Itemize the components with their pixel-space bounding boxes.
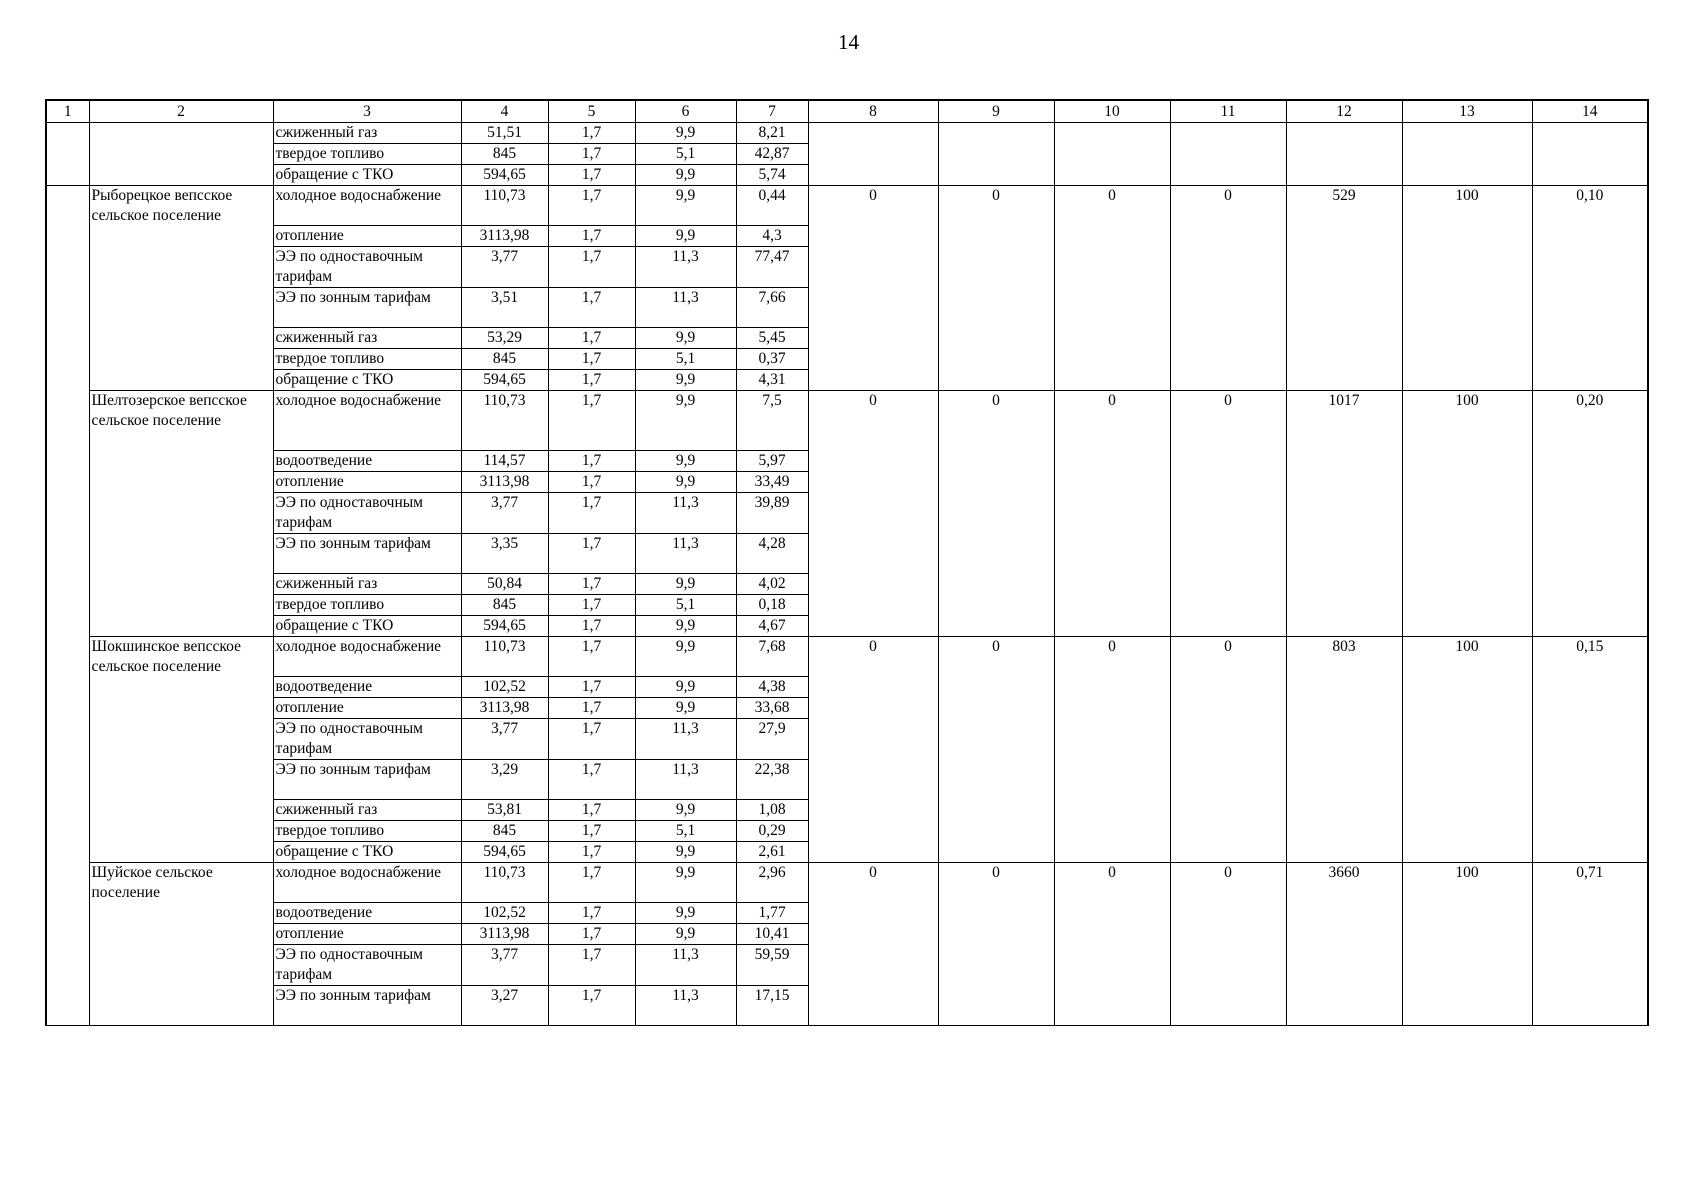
value-cell-c5: 1,7 (548, 349, 635, 370)
col-header: 8 (808, 100, 938, 123)
summary-cell-c12: 1017 (1286, 391, 1402, 637)
value-cell-c5: 1,7 (548, 288, 635, 328)
value-cell-c7: 42,87 (736, 144, 808, 165)
value-cell-c7: 33,49 (736, 472, 808, 493)
value-cell-c6: 9,9 (635, 698, 736, 719)
value-cell-c4: 845 (461, 349, 548, 370)
summary-cell-c11: 0 (1170, 863, 1286, 1026)
service-cell: обращение с ТКО (273, 370, 461, 391)
summary-cell-c14: 0,15 (1532, 637, 1648, 863)
value-cell-c5: 1,7 (548, 493, 635, 534)
value-cell-c4: 3113,98 (461, 698, 548, 719)
service-cell: холодное водоснабжение (273, 391, 461, 451)
settlement-name: Шокшинское вепсское сельское поселение (89, 637, 273, 863)
summary-cell-c9 (938, 123, 1054, 186)
value-cell-c7: 4,67 (736, 616, 808, 637)
service-cell: обращение с ТКО (273, 842, 461, 863)
value-cell-c5: 1,7 (548, 472, 635, 493)
summary-cell-c14: 0,71 (1532, 863, 1648, 1026)
service-cell: водоотведение (273, 677, 461, 698)
value-cell-c7: 22,38 (736, 760, 808, 800)
value-cell-c6: 9,9 (635, 472, 736, 493)
service-cell: ЭЭ по одноставочным тарифам (273, 719, 461, 760)
value-cell-c5: 1,7 (548, 821, 635, 842)
summary-cell-c10: 0 (1054, 637, 1170, 863)
summary-cell-c13: 100 (1402, 186, 1532, 391)
service-cell: водоотведение (273, 451, 461, 472)
value-cell-c7: 0,37 (736, 349, 808, 370)
service-cell: твердое топливо (273, 821, 461, 842)
table-row (46, 637, 1648, 677)
number-cell (46, 123, 89, 186)
summary-cell-c12: 3660 (1286, 863, 1402, 1026)
service-cell: ЭЭ по зонным тарифам (273, 534, 461, 574)
value-cell-c5: 1,7 (548, 863, 635, 903)
value-cell-c7: 59,59 (736, 945, 808, 986)
col-header: 5 (548, 100, 635, 123)
value-cell-c6: 9,9 (635, 165, 736, 186)
service-cell: отопление (273, 698, 461, 719)
table-body (46, 123, 1648, 1026)
summary-cell-c8: 0 (808, 637, 938, 863)
service-cell: твердое топливо (273, 595, 461, 616)
value-cell-c5: 1,7 (548, 391, 635, 451)
service-cell: холодное водоснабжение (273, 186, 461, 226)
value-cell-c4: 594,65 (461, 370, 548, 391)
summary-cell-c8: 0 (808, 391, 938, 637)
value-cell-c6: 9,9 (635, 924, 736, 945)
value-cell-c4: 53,29 (461, 328, 548, 349)
service-cell: холодное водоснабжение (273, 863, 461, 903)
value-cell-c6: 11,3 (635, 534, 736, 574)
service-cell: сжиженный газ (273, 328, 461, 349)
value-cell-c6: 11,3 (635, 986, 736, 1026)
value-cell-c7: 5,97 (736, 451, 808, 472)
value-cell-c6: 9,9 (635, 574, 736, 595)
service-cell: твердое топливо (273, 349, 461, 370)
value-cell-c6: 11,3 (635, 760, 736, 800)
value-cell-c5: 1,7 (548, 945, 635, 986)
value-cell-c6: 9,9 (635, 391, 736, 451)
summary-cell-c9: 0 (938, 863, 1054, 1026)
service-cell: ЭЭ по зонным тарифам (273, 760, 461, 800)
value-cell-c5: 1,7 (548, 186, 635, 226)
value-cell-c7: 4,38 (736, 677, 808, 698)
value-cell-c6: 9,9 (635, 863, 736, 903)
col-header: 6 (635, 100, 736, 123)
value-cell-c6: 11,3 (635, 945, 736, 986)
summary-cell-c9: 0 (938, 637, 1054, 863)
page-number: 14 (838, 30, 859, 54)
settlement-cell (89, 123, 273, 186)
summary-cell-c11: 0 (1170, 186, 1286, 391)
service-cell: ЭЭ по одноставочным тарифам (273, 247, 461, 288)
value-cell-c4: 51,51 (461, 123, 548, 144)
value-cell-c7: 0,29 (736, 821, 808, 842)
value-cell-c6: 9,9 (635, 328, 736, 349)
service-cell: обращение с ТКО (273, 616, 461, 637)
table-row (46, 186, 1648, 226)
summary-cell-c9: 0 (938, 391, 1054, 637)
value-cell-c5: 1,7 (548, 144, 635, 165)
value-cell-c7: 7,66 (736, 288, 808, 328)
value-cell-c7: 7,68 (736, 637, 808, 677)
value-cell-c5: 1,7 (548, 165, 635, 186)
value-cell-c4: 110,73 (461, 186, 548, 226)
service-cell: обращение с ТКО (273, 165, 461, 186)
summary-cell-c11: 0 (1170, 391, 1286, 637)
value-cell-c5: 1,7 (548, 677, 635, 698)
value-cell-c6: 9,9 (635, 800, 736, 821)
value-cell-c7: 4,28 (736, 534, 808, 574)
value-cell-c7: 4,31 (736, 370, 808, 391)
value-cell-c5: 1,7 (548, 760, 635, 800)
value-cell-c7: 4,3 (736, 226, 808, 247)
summary-cell-c10: 0 (1054, 186, 1170, 391)
value-cell-c6: 11,3 (635, 493, 736, 534)
value-cell-c5: 1,7 (548, 800, 635, 821)
value-cell-c5: 1,7 (548, 123, 635, 144)
value-cell-c4: 3,77 (461, 247, 548, 288)
service-cell: сжиженный газ (273, 123, 461, 144)
summary-cell-c12: 803 (1286, 637, 1402, 863)
value-cell-c6: 11,3 (635, 288, 736, 328)
value-cell-c5: 1,7 (548, 451, 635, 472)
column-number-header (46, 100, 1648, 123)
service-cell: холодное водоснабжение (273, 637, 461, 677)
summary-cell-c10: 0 (1054, 391, 1170, 637)
service-cell: ЭЭ по зонным тарифам (273, 288, 461, 328)
value-cell-c4: 594,65 (461, 165, 548, 186)
value-cell-c4: 3,77 (461, 945, 548, 986)
service-cell: твердое топливо (273, 144, 461, 165)
number-cell (46, 186, 89, 1026)
value-cell-c5: 1,7 (548, 719, 635, 760)
col-header: 14 (1532, 100, 1648, 123)
value-cell-c7: 5,74 (736, 165, 808, 186)
value-cell-c6: 11,3 (635, 719, 736, 760)
settlement-name: Рыборецкое вепсское сельское поселение (89, 186, 273, 391)
service-cell: ЭЭ по зонным тарифам (273, 986, 461, 1026)
col-header: 3 (273, 100, 461, 123)
value-cell-c7: 77,47 (736, 247, 808, 288)
value-cell-c5: 1,7 (548, 903, 635, 924)
value-cell-c7: 4,02 (736, 574, 808, 595)
value-cell-c4: 3,27 (461, 986, 548, 1026)
value-cell-c6: 9,9 (635, 903, 736, 924)
value-cell-c7: 8,21 (736, 123, 808, 144)
value-cell-c7: 39,89 (736, 493, 808, 534)
value-cell-c4: 3,77 (461, 719, 548, 760)
col-header: 9 (938, 100, 1054, 123)
value-cell-c4: 3,35 (461, 534, 548, 574)
col-header: 12 (1286, 100, 1402, 123)
table-row (46, 863, 1648, 903)
value-cell-c5: 1,7 (548, 226, 635, 247)
value-cell-c7: 10,41 (736, 924, 808, 945)
value-cell-c4: 594,65 (461, 616, 548, 637)
col-header: 2 (89, 100, 273, 123)
value-cell-c7: 17,15 (736, 986, 808, 1026)
value-cell-c4: 845 (461, 144, 548, 165)
value-cell-c4: 594,65 (461, 842, 548, 863)
summary-cell-c13: 100 (1402, 637, 1532, 863)
value-cell-c4: 3113,98 (461, 472, 548, 493)
col-header: 1 (46, 100, 89, 123)
value-cell-c5: 1,7 (548, 986, 635, 1026)
value-cell-c5: 1,7 (548, 370, 635, 391)
summary-cell-c14: 0,20 (1532, 391, 1648, 637)
summary-cell-c14 (1532, 123, 1648, 186)
value-cell-c6: 9,9 (635, 226, 736, 247)
value-cell-c4: 3113,98 (461, 226, 548, 247)
summary-cell-c12 (1286, 123, 1402, 186)
value-cell-c4: 102,52 (461, 903, 548, 924)
summary-cell-c11: 0 (1170, 637, 1286, 863)
value-cell-c5: 1,7 (548, 328, 635, 349)
value-cell-c5: 1,7 (548, 616, 635, 637)
value-cell-c4: 110,73 (461, 391, 548, 451)
value-cell-c4: 845 (461, 595, 548, 616)
value-cell-c6: 9,9 (635, 123, 736, 144)
service-cell: отопление (273, 924, 461, 945)
value-cell-c6: 9,9 (635, 186, 736, 226)
col-header: 10 (1054, 100, 1170, 123)
summary-cell-c8 (808, 123, 938, 186)
value-cell-c6: 9,9 (635, 451, 736, 472)
settlement-name: Шелтозерское вепсское сельское поселение (89, 391, 273, 637)
value-cell-c5: 1,7 (548, 698, 635, 719)
summary-cell-c13 (1402, 123, 1532, 186)
summary-cell-c13: 100 (1402, 863, 1532, 1026)
table-row (46, 123, 1648, 144)
summary-cell-c13: 100 (1402, 391, 1532, 637)
value-cell-c7: 5,45 (736, 328, 808, 349)
service-cell: отопление (273, 472, 461, 493)
value-cell-c5: 1,7 (548, 247, 635, 288)
value-cell-c7: 0,44 (736, 186, 808, 226)
summary-cell-c11 (1170, 123, 1286, 186)
value-cell-c7: 27,9 (736, 719, 808, 760)
summary-cell-c8: 0 (808, 863, 938, 1026)
value-cell-c5: 1,7 (548, 842, 635, 863)
header-row (46, 100, 1648, 123)
settlement-name: Шуйское сельское поселение (89, 863, 273, 1026)
value-cell-c6: 5,1 (635, 821, 736, 842)
summary-cell-c10 (1054, 123, 1170, 186)
value-cell-c4: 50,84 (461, 574, 548, 595)
value-cell-c7: 2,96 (736, 863, 808, 903)
summary-cell-c12: 529 (1286, 186, 1402, 391)
service-cell: сжиженный газ (273, 800, 461, 821)
value-cell-c4: 3,77 (461, 493, 548, 534)
value-cell-c4: 3113,98 (461, 924, 548, 945)
value-cell-c6: 9,9 (635, 842, 736, 863)
value-cell-c6: 5,1 (635, 349, 736, 370)
summary-cell-c9: 0 (938, 186, 1054, 391)
col-header: 11 (1170, 100, 1286, 123)
value-cell-c5: 1,7 (548, 574, 635, 595)
value-cell-c5: 1,7 (548, 595, 635, 616)
value-cell-c5: 1,7 (548, 637, 635, 677)
table-row (46, 391, 1648, 451)
value-cell-c6: 5,1 (635, 144, 736, 165)
col-header: 7 (736, 100, 808, 123)
value-cell-c6: 11,3 (635, 247, 736, 288)
value-cell-c4: 845 (461, 821, 548, 842)
service-cell: отопление (273, 226, 461, 247)
value-cell-c4: 3,29 (461, 760, 548, 800)
summary-cell-c10: 0 (1054, 863, 1170, 1026)
col-header: 4 (461, 100, 548, 123)
service-cell: сжиженный газ (273, 574, 461, 595)
service-cell: ЭЭ по одноставочным тарифам (273, 493, 461, 534)
value-cell-c6: 9,9 (635, 637, 736, 677)
service-cell: водоотведение (273, 903, 461, 924)
value-cell-c6: 9,9 (635, 677, 736, 698)
value-cell-c7: 7,5 (736, 391, 808, 451)
value-cell-c4: 53,81 (461, 800, 548, 821)
value-cell-c4: 110,73 (461, 863, 548, 903)
value-cell-c6: 9,9 (635, 370, 736, 391)
value-cell-c4: 3,51 (461, 288, 548, 328)
value-cell-c7: 1,77 (736, 903, 808, 924)
value-cell-c4: 102,52 (461, 677, 548, 698)
value-cell-c4: 114,57 (461, 451, 548, 472)
service-cell: ЭЭ по одноставочным тарифам (273, 945, 461, 986)
value-cell-c6: 9,9 (635, 616, 736, 637)
summary-cell-c14: 0,10 (1532, 186, 1648, 391)
value-cell-c7: 2,61 (736, 842, 808, 863)
value-cell-c7: 33,68 (736, 698, 808, 719)
tariff-table (45, 99, 1649, 1026)
col-header: 13 (1402, 100, 1532, 123)
value-cell-c5: 1,7 (548, 924, 635, 945)
value-cell-c6: 5,1 (635, 595, 736, 616)
summary-cell-c8: 0 (808, 186, 938, 391)
value-cell-c7: 0,18 (736, 595, 808, 616)
value-cell-c4: 110,73 (461, 637, 548, 677)
value-cell-c7: 1,08 (736, 800, 808, 821)
value-cell-c5: 1,7 (548, 534, 635, 574)
